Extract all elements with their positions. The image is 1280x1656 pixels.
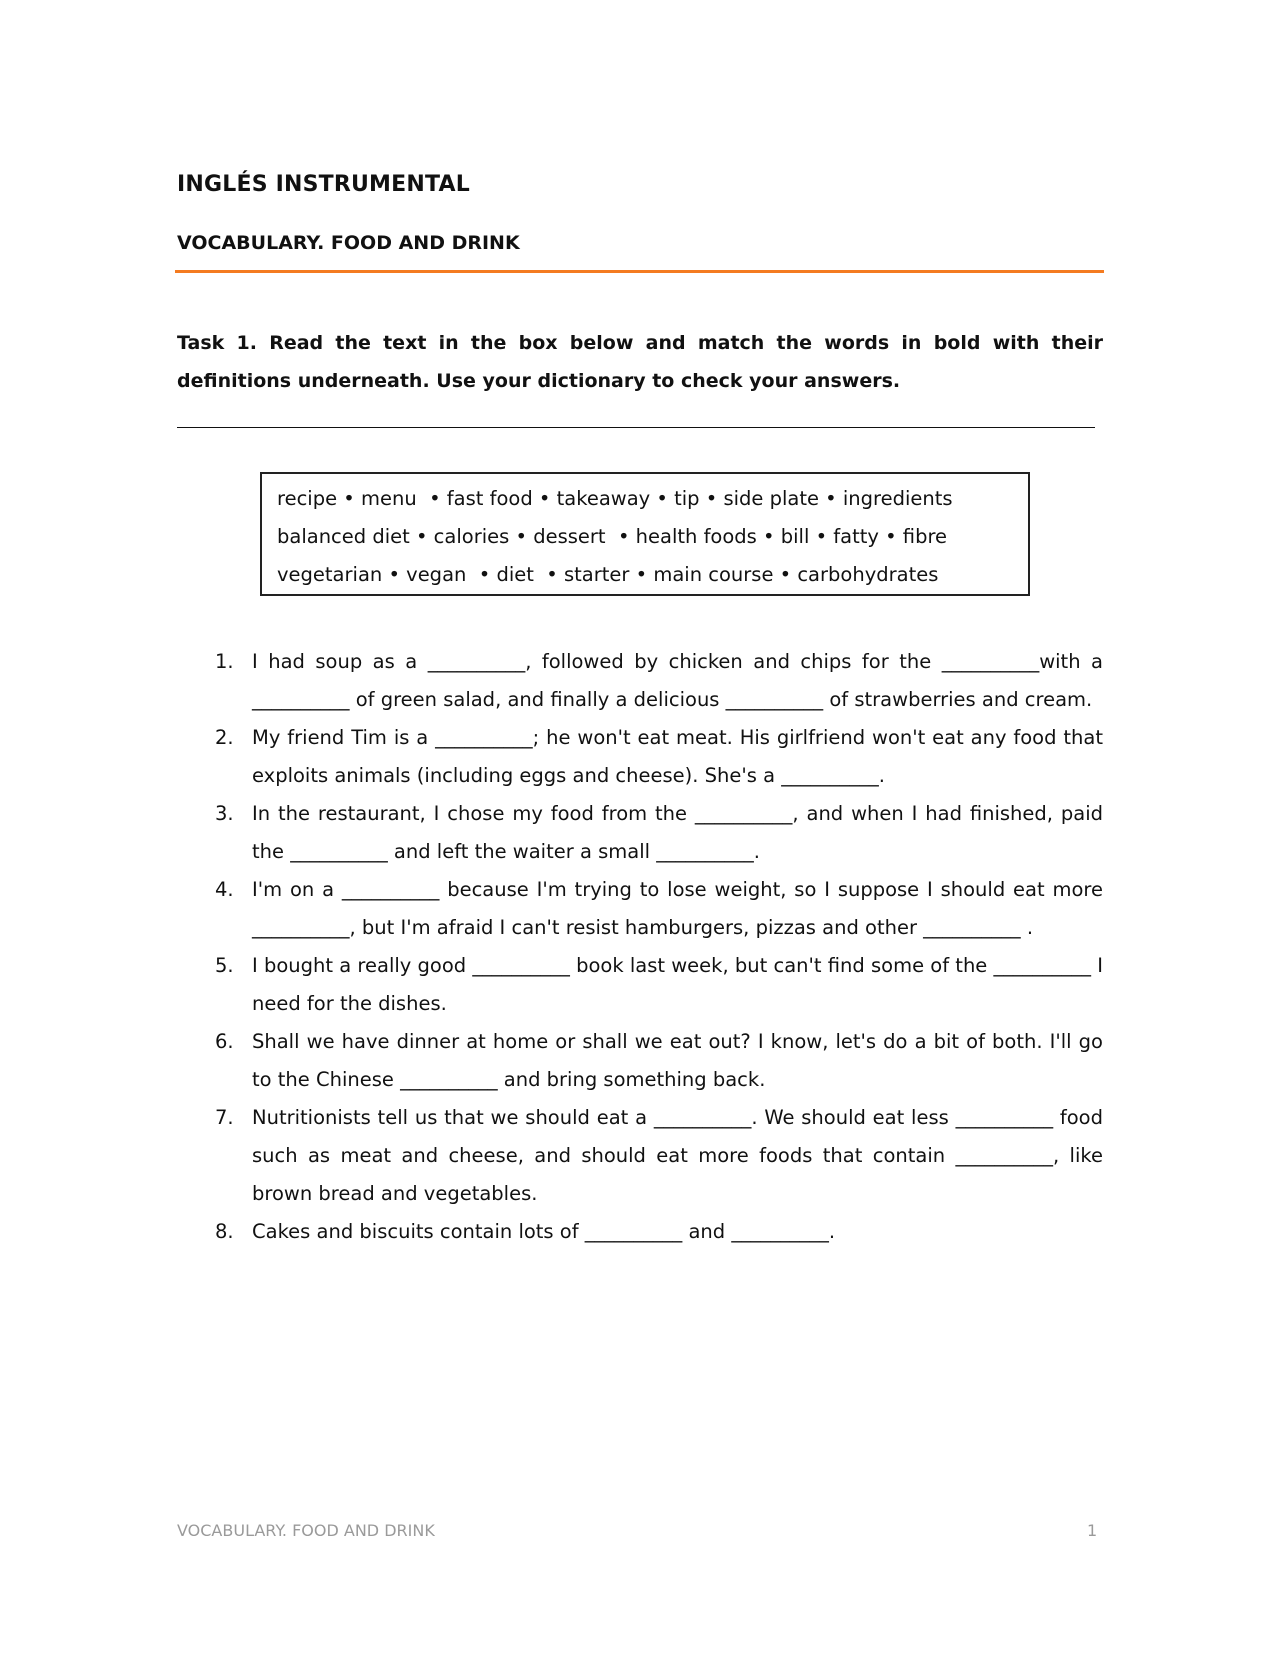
task-instruction: Task 1. Read the text in the box below and match the words in bold with their definitions underneath. Use your dictionary to check your answers. (177, 332, 1103, 392)
exercise-text: In the restaurant, I chose my food from the __________, and when I had finished, paid the __________ and left the waiter a small __________. (252, 802, 1103, 863)
exercise-number: 8. (215, 1220, 234, 1243)
exercise-text: Shall we have dinner at home or shall we eat out? I know, let's do a bit of both. I'll go to the Chinese __________ and bring something back. (252, 1030, 1103, 1091)
page-subtitle: VOCABULARY. FOOD AND DRINK (177, 232, 520, 254)
page-number: 1 (1087, 1521, 1098, 1540)
exercise-number: 6. (215, 1030, 234, 1053)
exercise-number: 4. (215, 878, 234, 901)
exercise-text: I had soup as a __________, followed by chicken and chips for the __________with a __________ of green salad, and finally a delicious __________ of strawberries and cream. (252, 650, 1103, 711)
exercise-list (210, 643, 1103, 1251)
exercise-item (210, 1099, 1103, 1213)
exercise-number: 5. (215, 954, 234, 977)
exercise-item (210, 719, 1103, 795)
exercise-item (210, 795, 1103, 871)
word-box-line: balanced diet • calories • dessert • health foods • bill • fatty • fibre (277, 525, 948, 548)
exercise-item (210, 1023, 1103, 1099)
exercise-text: Nutritionists tell us that we should eat a __________. We should eat less __________ food such as meat and cheese, and should eat more foods that contain __________, like brown bread and vegetables. (252, 1106, 1103, 1205)
exercise-number: 3. (215, 802, 234, 825)
word-box (260, 472, 1030, 596)
answer-underline (177, 427, 1095, 428)
exercise-text: Cakes and biscuits contain lots of __________ and __________. (252, 1220, 836, 1243)
exercise-text: I'm on a __________ because I'm trying to lose weight, so I suppose I should eat more __________, but I'm afraid I can't resist hamburgers, pizzas and other __________ . (252, 878, 1103, 939)
exercise-number: 7. (215, 1106, 234, 1129)
exercise-text: I bought a really good __________ book last week, but can't find some of the __________ I need for the dishes. (252, 954, 1103, 1015)
exercise-item (210, 947, 1103, 1023)
exercise-item (210, 1213, 1103, 1251)
exercise-text: My friend Tim is a __________; he won't eat meat. His girlfriend won't eat any food that exploits animals (including eggs and cheese). She's a __________. (252, 726, 1103, 787)
exercise-item (210, 643, 1103, 719)
footer-title: VOCABULARY. FOOD AND DRINK (177, 1521, 435, 1540)
word-box-line: recipe • menu • fast food • takeaway • tip • side plate • ingredients (277, 487, 953, 510)
exercise-number: 2. (215, 726, 234, 749)
orange-divider (175, 270, 1104, 273)
page-title: INGLÉS INSTRUMENTAL (177, 172, 470, 197)
exercise-item (210, 871, 1103, 947)
word-box-line: vegetarian • vegan • diet • starter • main course • carbohydrates (277, 563, 939, 586)
exercise-number: 1. (215, 650, 234, 673)
